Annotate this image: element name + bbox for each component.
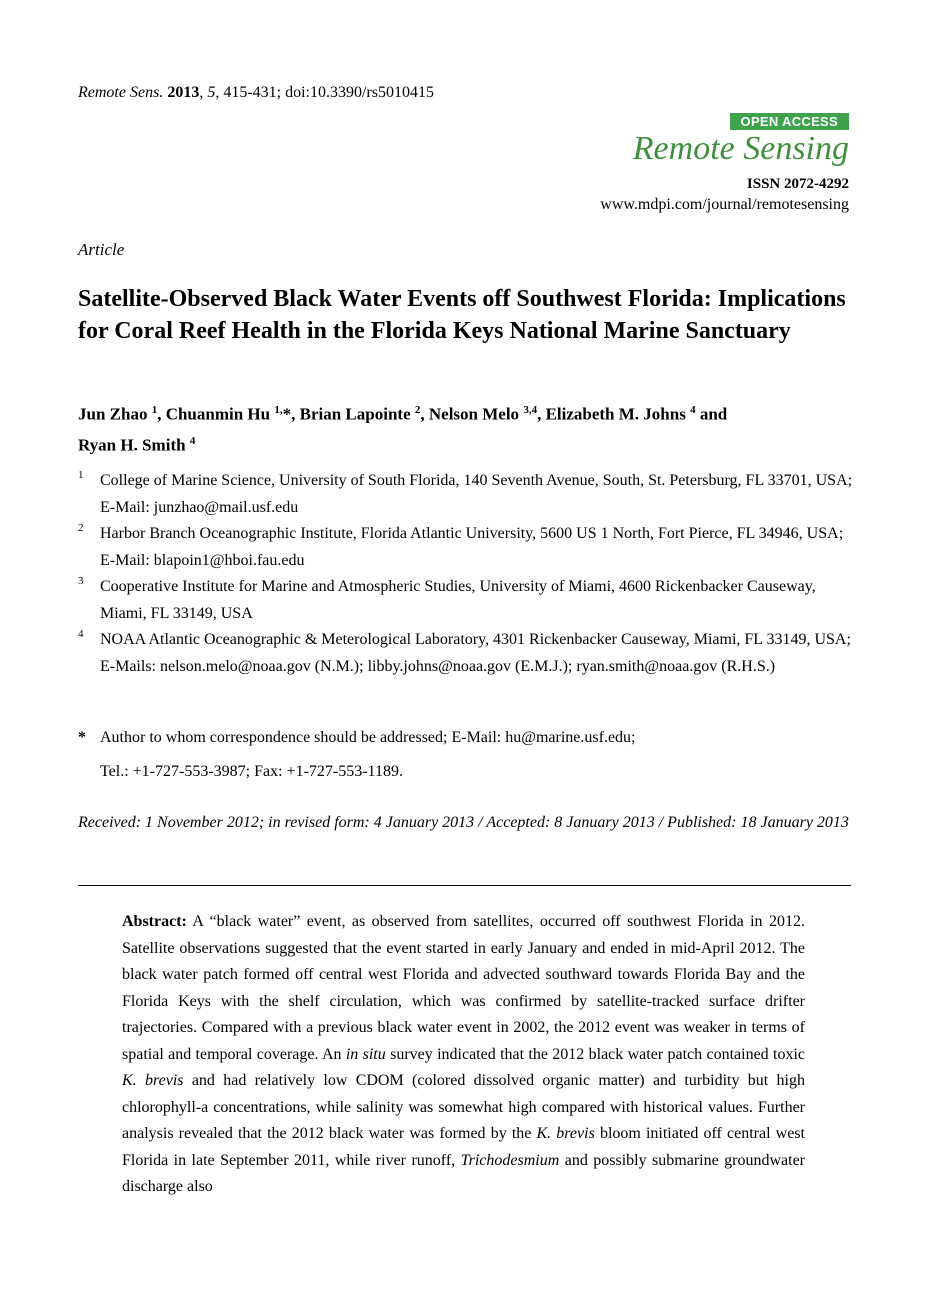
issn: ISSN 2072-4292 — [746, 176, 849, 192]
abstract-text: A “black water” event, as observed from satellites, occurred off southwest Florida in 2012. Satellite observations suggested that the event started in early January and ended in mid-April 2012. The black water patch formed off central west Florida and advected southward towards Florida Bay and the Florida Keys with the shelf circulation, which was confirmed by satellite-tracked surface drifter trajectories. Compared with a previous black water event in 2002, the 2012 event was weaker in terms of spatial and temporal coverage. An — [122, 913, 805, 1063]
abstract-italic: in situ — [345, 1045, 386, 1063]
abstract — [122, 909, 805, 1201]
affiliation-text: Harbor Branch Oceanographic Institute, Florida Atlantic University, 5600 US 1 North, Fort Pierce, FL 34946, USA; E-Mail: blapoin1@hboi.fau.edu — [100, 525, 844, 569]
affiliation — [78, 521, 858, 574]
author-sep: , — [291, 404, 300, 424]
affiliation — [78, 574, 858, 627]
author-sep: , — [420, 404, 429, 424]
author: Nelson Melo — [428, 404, 520, 424]
author-sup: 3,4 — [523, 404, 538, 416]
abstract-label: Abstract: — [122, 913, 187, 930]
author-list — [78, 397, 858, 458]
abstract-text: and possibly submarine groundwater discharge also — [122, 1151, 805, 1195]
affiliation-number: 1 — [78, 469, 84, 481]
corresponding-marker: * — [282, 404, 292, 424]
citation-line: Remote Sens. 2013, 5, 415-431; doi:10.3390/rs5010415 — [78, 84, 434, 101]
journal-url[interactable]: www.mdpi.com/journal/remotesensing — [600, 196, 849, 213]
correspondence — [78, 721, 858, 789]
abstract-italic: K. brevis — [122, 1072, 184, 1089]
author-sep: , — [157, 404, 166, 424]
affiliation-number: 4 — [78, 628, 84, 640]
correspondence-marker: * — [78, 729, 86, 746]
author: Jun Zhao — [78, 404, 148, 424]
correspondence-line-2: Tel.: +1-727-553-3987; Fax: +1-727-553-1189. — [100, 763, 403, 780]
author: Elizabeth M. Johns — [545, 404, 686, 424]
author: Ryan H. Smith — [78, 435, 186, 455]
section-divider — [78, 885, 851, 886]
author-sup: 2 — [414, 404, 421, 416]
author-sup: 1, — [274, 404, 283, 416]
article-type: Article — [78, 240, 125, 259]
author-sup: 4 — [690, 404, 696, 416]
affiliation-text: NOAA Atlantic Oceanographic & Meterological Laboratory, 4301 Rickenbacker Causeway, Miami, FL 33149, USA; E-Mails: nelson.melo@noaa.gov (N.M.); libby.johns@noaa.gov (E.M.J.); ryan.smith@noaa.gov (R.H.S.) — [100, 631, 851, 675]
citation-year: 2013 — [167, 84, 200, 101]
affiliations — [78, 468, 858, 680]
affiliation-number: 2 — [78, 522, 84, 534]
correspondence-line-1: Author to whom correspondence should be addressed; E-Mail: hu@marine.usf.edu; — [100, 729, 636, 746]
abstract-italic: K. brevis — [536, 1125, 595, 1142]
abstract-text: bloom initiated off central west Florida in late September 2011, while river runoff, — [122, 1125, 805, 1169]
author-sep: , — [537, 404, 546, 424]
author: Chuanmin Hu — [165, 404, 271, 424]
journal-abbrev: Remote Sens. — [78, 84, 164, 101]
abstract-text: and had relatively low CDOM (colored dissolved organic matter) and turbidity but high chlorophyll-a concentrations, while salinity was somewhat high compared with historical values. Further analysis revealed that the 2012 black water was formed by the — [122, 1072, 805, 1142]
affiliation — [78, 468, 858, 521]
affiliation — [78, 627, 858, 680]
open-access-badge: OPEN ACCESS — [730, 113, 849, 130]
affiliation-text: College of Marine Science, University of South Florida, 140 Seventh Avenue, South, St. Petersburg, FL 33701, USA; E-Mail: junzhao@mail.usf.edu — [100, 472, 853, 516]
author-sup: 1 — [151, 404, 158, 416]
abstract-text: survey indicated that the 2012 black water patch contained toxic — [385, 1045, 805, 1063]
affiliation-number: 3 — [78, 575, 84, 587]
publication-dates: Received: 1 November 2012; in revised form: 4 January 2013 / Accepted: 8 January 2013 / Published: 18 January 2013 — [78, 814, 849, 831]
author-sup: 4 — [189, 434, 196, 447]
abstract-italic: Trichodesmium — [460, 1151, 560, 1169]
affiliation-text: Cooperative Institute for Marine and Atmospheric Studies, University of Miami, 4600 Rickenbacker Causeway, Miami, FL 33149, USA — [100, 578, 816, 622]
citation-volume: 5 — [207, 84, 216, 101]
paper-title: Satellite-Observed Black Water Events off Southwest Florida: Implications for Coral Reef Health in the Florida Keys National Marine Sanctuary — [78, 286, 846, 344]
citation-pages-doi: 415-431; doi:10.3390/rs5010415 — [223, 84, 434, 101]
author-sep: and — [695, 404, 728, 424]
author: Brian Lapointe — [299, 404, 411, 424]
journal-name: Remote Sensing — [632, 130, 849, 167]
